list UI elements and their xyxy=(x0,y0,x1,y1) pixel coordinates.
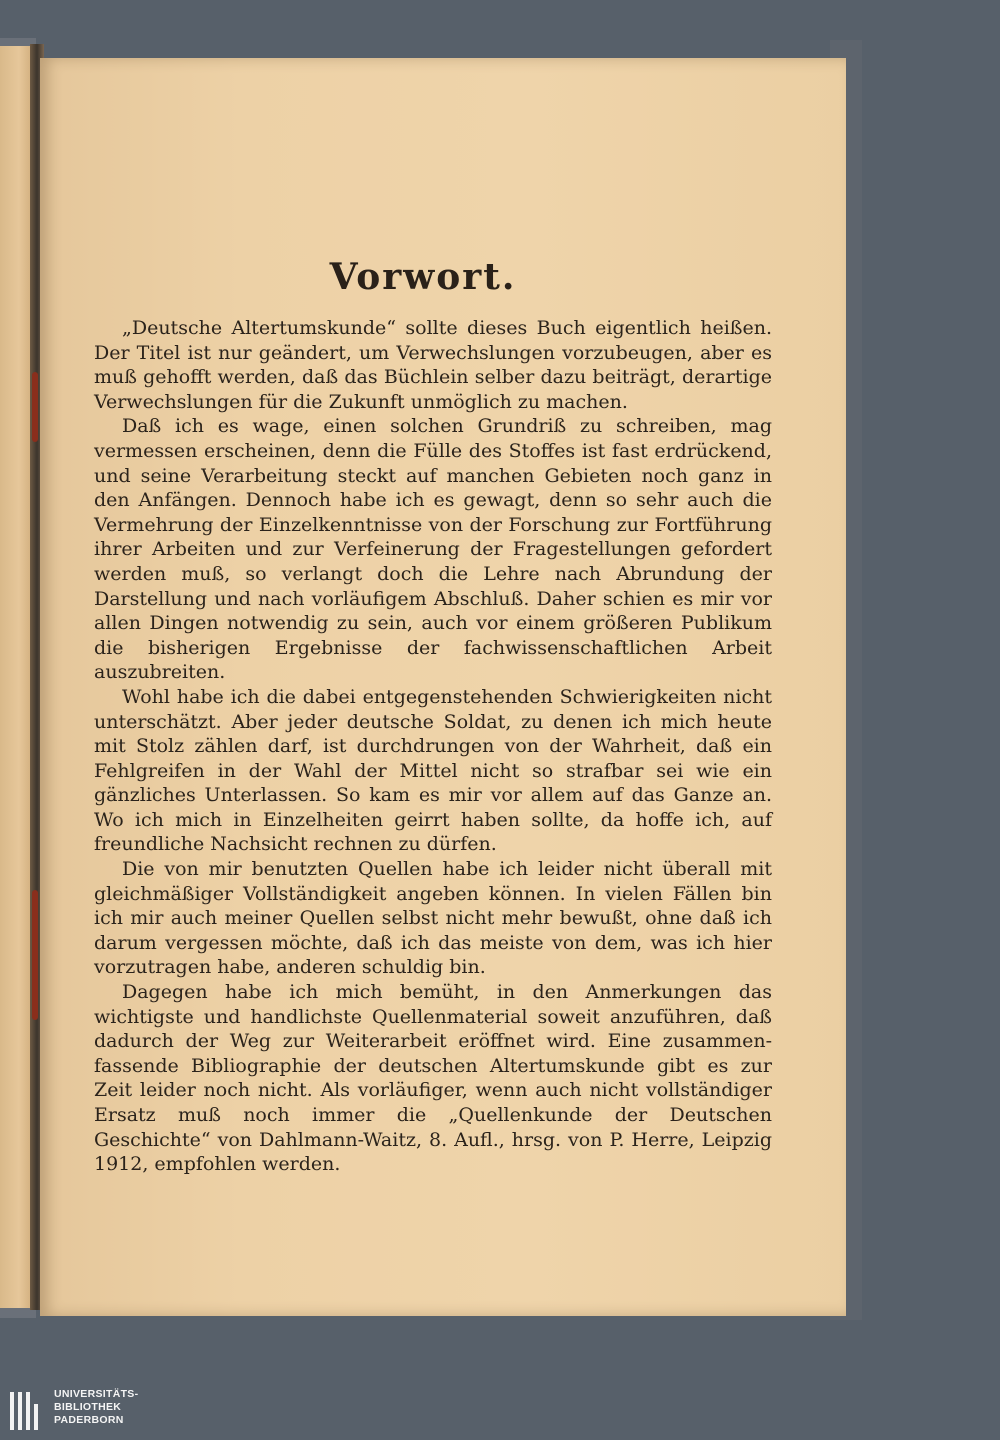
paragraph: Dagegen habe ich mich bemüht, in den Anmerkungen das wichtigste und handlichste Quellenmaterial soweit anzuführen, daß dadurch der Weg zur Weiterarbeit eröffnet wird. Eine zusammenfassende Bibliographie der deutschen Altertumskunde gibt es zur Zeit leider noch nicht. Als vorläufiger, wenn auch nicht vollständiger Ersatz muß noch immer die „Quellenkunde der Deutschen Geschichte“ von Dahlmann-Waitz, 8. Aufl., hrsg. von P. Herre, Leipzig 1912, empfohlen werden. xyxy=(94,981,772,1176)
preface-text xyxy=(94,316,772,1177)
library-logo xyxy=(10,1388,210,1432)
library-logo-icon xyxy=(10,1392,50,1430)
binding-thread xyxy=(32,372,38,442)
paragraph: „Deutsche Altertumskunde“ sollte dieses Buch eigentlich heißen. Der Titel ist nur geändert, um Verwechslungen vorzubeugen, aber es muß gehofft werden, daß das Büchlein selber dazu beiträgt, derartige Verwechslungen für die Zukunft unmöglich zu machen. xyxy=(94,317,772,413)
library-name xyxy=(54,1388,138,1427)
paragraph: Wohl habe ich die dabei entgegenstehenden Schwierigkeiten nicht unterschätzt. Aber jeder deutsche Soldat, zu denen ich mich heute mit Stolz zählen darf, ist durchdrungen von der Wahrheit, daß ein Fehlgreifen in der Wahl der Mittel nicht so strafbar sei wie ein gänzliches Unterlassen. So kam es mir vor allem auf das Ganze an. Wo ich mich in Einzelheiten geirrt haben sollte, da hoffe ich, auf freundliche Nachsicht rechnen zu dürfen. xyxy=(94,685,772,856)
paragraph: Daß ich es wage, einen solchen Grundriß zu schreiben, mag vermessen erscheinen, denn die Fülle des Stoffes ist fast erdrückend, und seine Verarbeitung steckt auf manchen Gebieten noch ganz in den Anfängen. Dennoch habe ich es gewagt, denn so sehr auch die Vermehrung der Einzelkenntnisse von der Forschung zur Fortführung ihrer Arbeiten und zur Verfeinerung der Fragestellungen gefordert werden muß, so verlangt doch die Lehre nach Abrundung der Darstellung und nach vorläufigem Abschluß. Daher schien es mir vor allen Dingen notwendig zu sein, auch vor einem größeren Publikum die bisherigen Ergebnisse der fachwissenschaftlichen Arbeit auszubreiten. xyxy=(94,415,772,684)
library-name-line: UNIVERSITÄTS- xyxy=(54,1388,139,1400)
page-title: Vorwort. xyxy=(329,256,517,298)
paragraph: Die von mir benutzten Quellen habe ich leider nicht überall mit gleichmäßiger Vollständigkeit angeben können. In vielen Fällen bin ich mir auch meiner Quellen selbst nicht mehr bewußt, ohne daß ich darum vergessen möchte, daß ich das meiste von dem, was ich hier vorzutragen habe, anderen schuldig bin. xyxy=(94,858,772,979)
library-name-line: PADERBORN xyxy=(54,1414,124,1426)
library-name-line: BIBLIOTHEK xyxy=(54,1401,122,1413)
binding-thread xyxy=(32,890,38,1020)
